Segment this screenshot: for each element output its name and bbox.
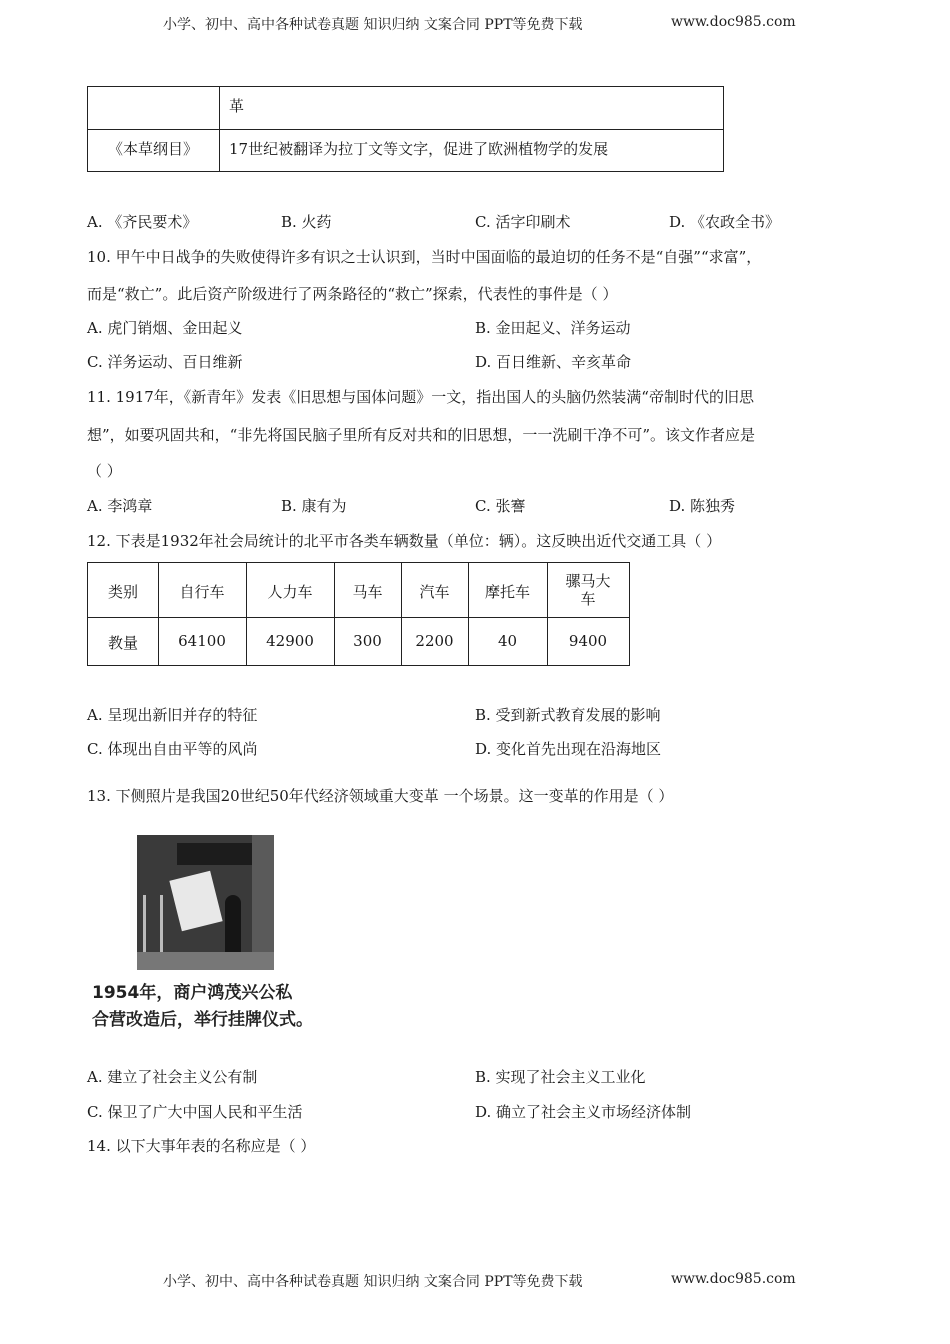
historical-photo (137, 835, 274, 970)
header-text: 小学、初中、高中各种试卷真题 知识归纳 文案合同 PPT等免费下载 (163, 17, 583, 33)
q13-option-d[interactable]: D. 确立了社会主义市场经济体制 (475, 1103, 692, 1121)
vehicle-table-header: 自行车 (179, 583, 225, 601)
top-table-r2-right: 17世纪被翻译为拉丁文等文字，促进了欧洲植物学的发展 (229, 140, 609, 158)
q11-option-b[interactable]: B. 康有为 (281, 497, 347, 515)
q12-option-d[interactable]: D. 变化首先出现在沿海地区 (475, 740, 662, 758)
vehicle-table-header: 马车 (352, 583, 383, 601)
q13-text-line1: 13. 下侧照片是我国20世纪50年代经济领域重大变革 一个场景。这一变革的作用是（ ） (87, 787, 674, 805)
top-table-r2-left: 《本草纲目》 (108, 140, 199, 158)
q13-option-a[interactable]: A. 建立了社会主义公有制 (87, 1068, 258, 1086)
vehicle-table-cell: 40 (497, 632, 518, 650)
vehicle-table-cell: 64100 (178, 632, 226, 650)
vehicle-table-header: 人力车 (267, 583, 313, 601)
vehicle-table-header: 骡马大车 (565, 572, 611, 608)
vehicle-table-header: 汽车 (419, 583, 450, 601)
q10-option-d[interactable]: D. 百日维新、辛亥革命 (475, 353, 632, 371)
q10-text-line2: 而是“救亡”。此后资产阶级进行了两条路径的“救亡”探索，代表性的事件是（ ） (87, 285, 618, 303)
q12-option-c[interactable]: C. 体现出自由平等的风尚 (87, 740, 258, 758)
photo-caption-line2: 合营改造后，举行挂牌仪式。 (92, 1010, 313, 1030)
q10-option-b[interactable]: B. 金田起义、洋务运动 (475, 319, 631, 337)
top-table (87, 86, 724, 172)
q14-text-line1: 14. 以下大事年表的名称应是（ ） (87, 1137, 316, 1155)
q11-text-line2: 想”，如要巩固共和，“非先将国民脑子里所有反对共和的旧思想，一一洗刷干净不可”。该文作者应是 (87, 426, 756, 444)
vehicle-table-cell: 300 (353, 632, 382, 650)
vehicle-table-cell: 教量 (107, 634, 138, 652)
photo-caption-line1: 1954年，商户鸿茂兴公私 (92, 983, 293, 1003)
photo-caption (92, 980, 313, 1034)
q9-option-c[interactable]: C. 活字印刷术 (475, 213, 571, 231)
vehicle-table-cell: 2200 (415, 632, 454, 650)
top-table-r1-right: 革 (229, 97, 245, 115)
q12-option-a[interactable]: A. 呈现出新旧并存的特征 (87, 706, 258, 724)
q13-option-b[interactable]: B. 实现了社会主义工业化 (475, 1068, 646, 1086)
vehicle-table-header: 摩托车 (484, 583, 530, 601)
q11-option-a[interactable]: A. 李鸿章 (87, 497, 153, 515)
q12-option-b[interactable]: B. 受到新式教育发展的影响 (475, 706, 661, 724)
footer-url[interactable]: www.doc985.com (671, 1271, 796, 1287)
vehicle-table-cell: 42900 (266, 632, 314, 650)
q11-text-line1: 11. 1917年，《新青年》发表《旧思想与国体问题》一文，指出国人的头脑仍然装满“帝制时代的旧思 (87, 388, 754, 406)
q9-option-b[interactable]: B. 火药 (281, 213, 332, 231)
q12-text-line1: 12. 下表是1932年社会局统计的北平市各类车辆数量（单位：辆）。这反映出近代交通工具（ ） (87, 532, 722, 550)
vehicle-table (87, 562, 630, 666)
q11-option-c[interactable]: C. 张謇 (475, 497, 526, 515)
q9-option-d[interactable]: D. 《农政全书》 (669, 213, 781, 231)
header-url[interactable]: www.doc985.com (671, 14, 796, 30)
q10-option-c[interactable]: C. 洋务运动、百日维新 (87, 353, 243, 371)
vehicle-table-cell: 9400 (568, 632, 608, 650)
q11-option-d[interactable]: D. 陈独秀 (669, 497, 736, 515)
q10-text-line1: 10. 甲午中日战争的失败使得许多有识之士认识到，当时中国面临的最迫切的任务不是“自强”“求富”， (87, 248, 762, 266)
q9-option-a[interactable]: A. 《齐民要术》 (87, 213, 198, 231)
vehicle-table-header: 类别 (107, 583, 138, 601)
footer-text: 小学、初中、高中各种试卷真题 知识归纳 文案合同 PPT等免费下载 (163, 1274, 583, 1290)
q11-text-line3: （ ） (87, 462, 122, 480)
q10-option-a[interactable]: A. 虎门销烟、金田起义 (87, 319, 243, 337)
q13-option-c[interactable]: C. 保卫了广大中国人民和平生活 (87, 1103, 303, 1121)
